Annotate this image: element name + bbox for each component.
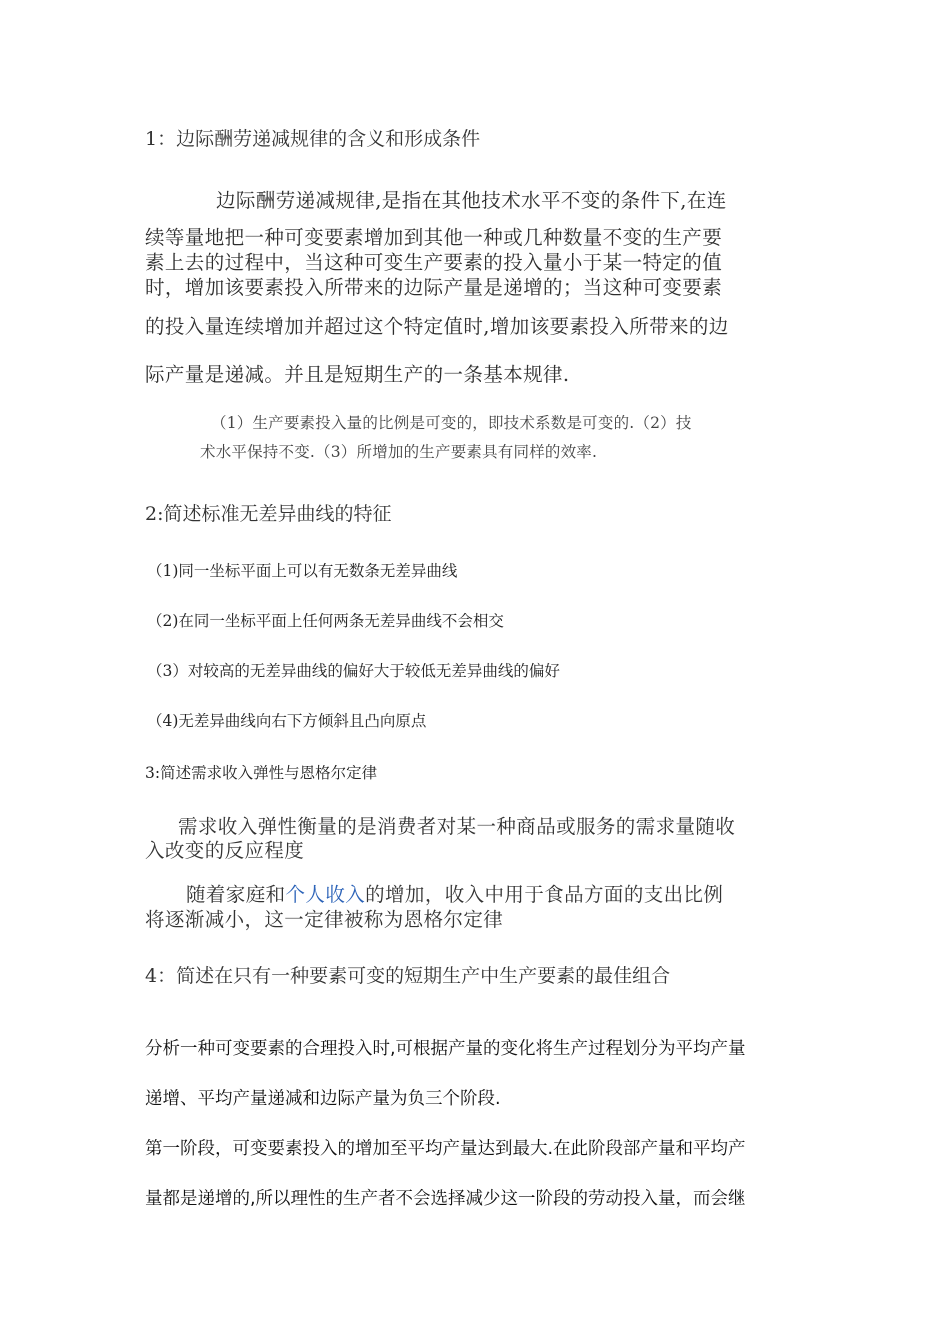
list-item: （2)在同一坐标平面上任何两条无差异曲线不会相交: [147, 612, 504, 630]
para-text: 随着家庭和: [186, 883, 286, 906]
section2-heading: 2:简述标准无差异曲线的特征: [145, 503, 392, 525]
section3-heading: 3:简述需求收入弹性与恩格尔定律: [145, 764, 378, 782]
section1-heading: 1：边际酬劳递减规律的含义和形成条件: [145, 128, 481, 150]
section1-para-line: 续等量地把一种可变要素增加到其他一种或几种数量不变的生产要: [145, 226, 723, 249]
list-item: （3）对较高的无差异曲线的偏好大于较低无差异曲线的偏好: [147, 662, 560, 680]
section3-para2-line: [186, 879, 723, 907]
section4-line: 第一阶段，可变要素投入的增加至平均产量达到最大.在此阶段部产量和平均产: [145, 1139, 746, 1159]
section3-para-line: 将逐渐减小，这一定律被称为恩格尔定律: [145, 908, 504, 931]
section1-para-line: 的投入量连续增加并超过这个特定值时,增加该要素投入所带来的边: [145, 315, 729, 338]
list-item: （4)无差异曲线向右下方倾斜且凸向原点: [147, 712, 427, 730]
section4-line: 量都是递增的,所以理性的生产者不会选择减少这一阶段的劳动投入量，而会继: [145, 1189, 746, 1209]
section1-condition-line: 术水平保持不变.（3）所增加的生产要素具有同样的效率.: [200, 443, 598, 461]
list-item: （1)同一坐标平面上可以有无数条无差异曲线: [147, 562, 458, 580]
section4-heading: 4：简述在只有一种要素可变的短期生产中生产要素的最佳组合: [145, 965, 671, 987]
section4-line: 分析一种可变要素的合理投入时,可根据产量的变化将生产过程划分为平均产量: [145, 1039, 746, 1059]
para-text: 的增加，收入中用于食品方面的支出比例: [365, 883, 724, 906]
section3-para-line: 入改变的反应程度: [145, 839, 305, 862]
section1-para-line: 时，增加该要素投入所带来的边际产量是递增的；当这种可变要素: [145, 276, 723, 299]
section3-para-line: 需求收入弹性衡量的是消费者对某一种商品或服务的需求量随收: [178, 815, 736, 838]
section1-para-line: 素上去的过程中，当这种可变生产要素的投入量小于某一特定的值: [145, 251, 723, 274]
section4-line: 递增、平均产量递减和边际产量为负三个阶段.: [145, 1089, 501, 1109]
personal-income-link[interactable]: 个人收入: [285, 883, 366, 906]
section1-para-line: 边际酬劳递减规律,是指在其他技术水平不变的条件下,在连: [216, 189, 727, 212]
section1-para-line: 际产量是递减。并且是短期生产的一条基本规律.: [145, 363, 570, 386]
section1-condition-line: （1）生产要素投入量的比例是可变的，即技术系数是可变的.（2）技: [211, 414, 692, 432]
